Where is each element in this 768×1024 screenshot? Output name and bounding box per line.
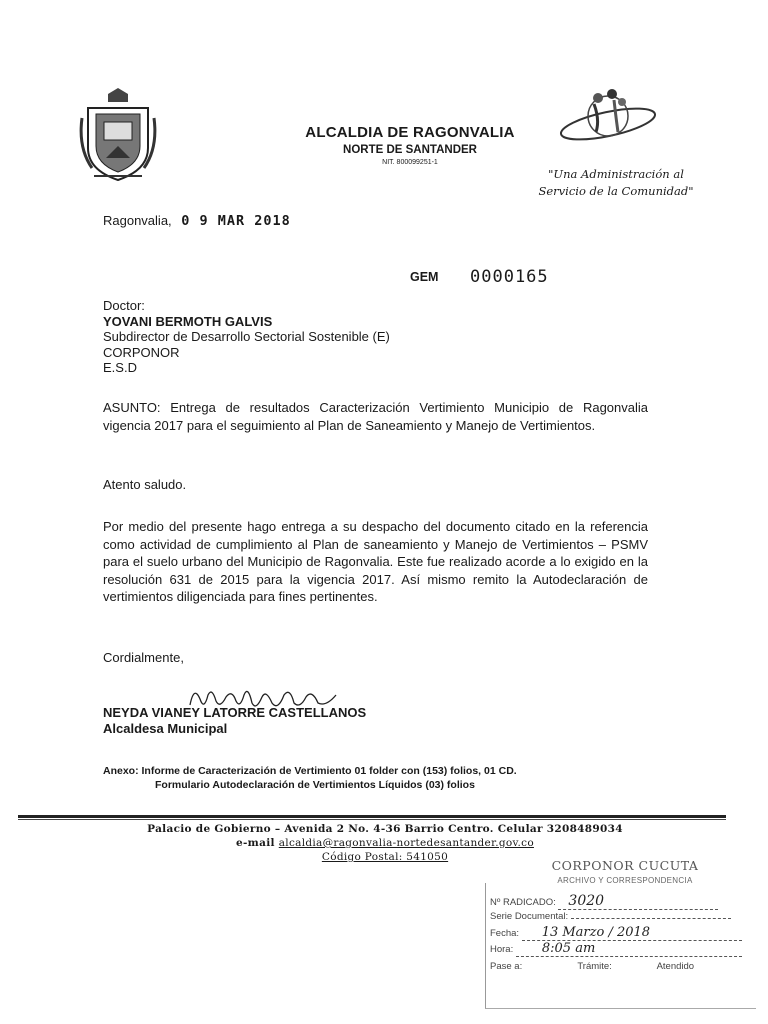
stamp-title: CORPONOR CUCUTA xyxy=(551,858,699,873)
email-label: e-mail xyxy=(236,837,275,849)
atendido-label: Atendido xyxy=(656,961,695,972)
fecha-label: Fecha: xyxy=(490,928,520,939)
email-link[interactable]: alcaldia@ragonvalia-nortedesantander.gov.co xyxy=(278,837,534,849)
hora-value: 8:05 am xyxy=(516,941,742,957)
municipal-coat-of-arms xyxy=(78,88,158,184)
slogan-line-2: Servicio de la Comunidad" xyxy=(538,184,694,198)
recipient-position: Subdirector de Desarrollo Sectorial Sostenible (E) xyxy=(103,329,390,344)
department-subtitle: NORTE DE SANTANDER xyxy=(343,144,477,156)
greeting: Atento saludo. xyxy=(103,477,187,492)
footer-divider xyxy=(18,815,726,818)
municipality-title: ALCALDIA DE RAGONVALIA xyxy=(305,124,515,141)
recipient-name: YOVANI BERMOTH GALVIS xyxy=(103,313,273,329)
reference-label: GEM xyxy=(410,270,439,284)
nit-number: NIT. 800099251-1 xyxy=(382,159,438,166)
place: Ragonvalia, xyxy=(103,213,172,228)
annex-line-1: Anexo: Informe de Caracterización de Vertimiento 01 folder con (153) folios, 01 CD. xyxy=(103,765,517,777)
place-date xyxy=(103,213,291,229)
annex-line-2: Formulario Autodeclaración de Vertimientos Líquidos (03) folios xyxy=(155,779,475,791)
signer-name: NEYDA VIANEY LATORRE CASTELLANOS xyxy=(103,705,367,720)
tramite-label: Trámite: xyxy=(577,961,612,972)
hora-label: Hora: xyxy=(490,944,514,955)
footer-divider-thin xyxy=(18,819,726,820)
serie-label: Serie Documental: xyxy=(490,911,569,922)
date-stamp: 0 9 MAR 2018 xyxy=(181,213,291,229)
stamp-fecha-row xyxy=(490,925,742,941)
footer-email-line xyxy=(80,837,690,849)
subject-paragraph: ASUNTO: Entrega de resultados Caracterización Vertimiento Municipio de Ragonvalia vigencia 2017 para el seguimiento al Plan de Saneamiento y Manejo de Vertimientos. xyxy=(103,400,648,433)
stamp-subtitle: ARCHIVO Y CORRESPONDENCIA xyxy=(557,876,693,885)
administration-logo xyxy=(556,84,660,152)
body-paragraph: Por medio del presente hago entrega a su despacho del documento citado en la referencia como actividad de cumplimiento al Plan de saneamiento y Manejo de Vertimientos – PSMV para el suelo urbano del Municipio de Ragonvalia. Este fue realizado acorde a lo exigido en la resolución 631 de 2015 para la vigencia 2017. Así mismo remito la Autodeclaración de vertimientos diligenciada para fines pertinentes. xyxy=(103,519,648,604)
fecha-value: 13 Marzo / 2018 xyxy=(522,925,742,941)
recipient-salutation: Doctor: xyxy=(103,298,145,313)
slogan xyxy=(526,166,706,200)
recipient-entity: CORPONOR xyxy=(103,344,180,360)
stamp-hora-row xyxy=(490,941,742,957)
closing: Cordialmente, xyxy=(103,650,184,665)
reference-number: 0000165 xyxy=(470,267,549,287)
signer-title: Alcaldesa Municipal xyxy=(103,721,228,736)
pase-label: Pase a: xyxy=(490,961,523,972)
stamp-serie-row xyxy=(490,911,731,922)
recipient-block xyxy=(103,298,390,376)
recipient-esd: E.S.D xyxy=(103,360,137,375)
signer-block xyxy=(103,705,366,737)
footer-address: Palacio de Gobierno – Avenida 2 No. 4-36 Barrio Centro. Celular 3208489034 xyxy=(147,823,623,835)
postal-code: Código Postal: 541050 xyxy=(321,851,449,863)
radicado-value: 3020 xyxy=(558,893,718,910)
radicado-label: Nº RADICADO: xyxy=(490,897,556,908)
slogan-line-1: "Una Administración al xyxy=(548,167,684,181)
stamp-radicado-row xyxy=(490,893,718,910)
serie-blank xyxy=(571,918,731,919)
stamp-pase-row xyxy=(490,961,694,972)
